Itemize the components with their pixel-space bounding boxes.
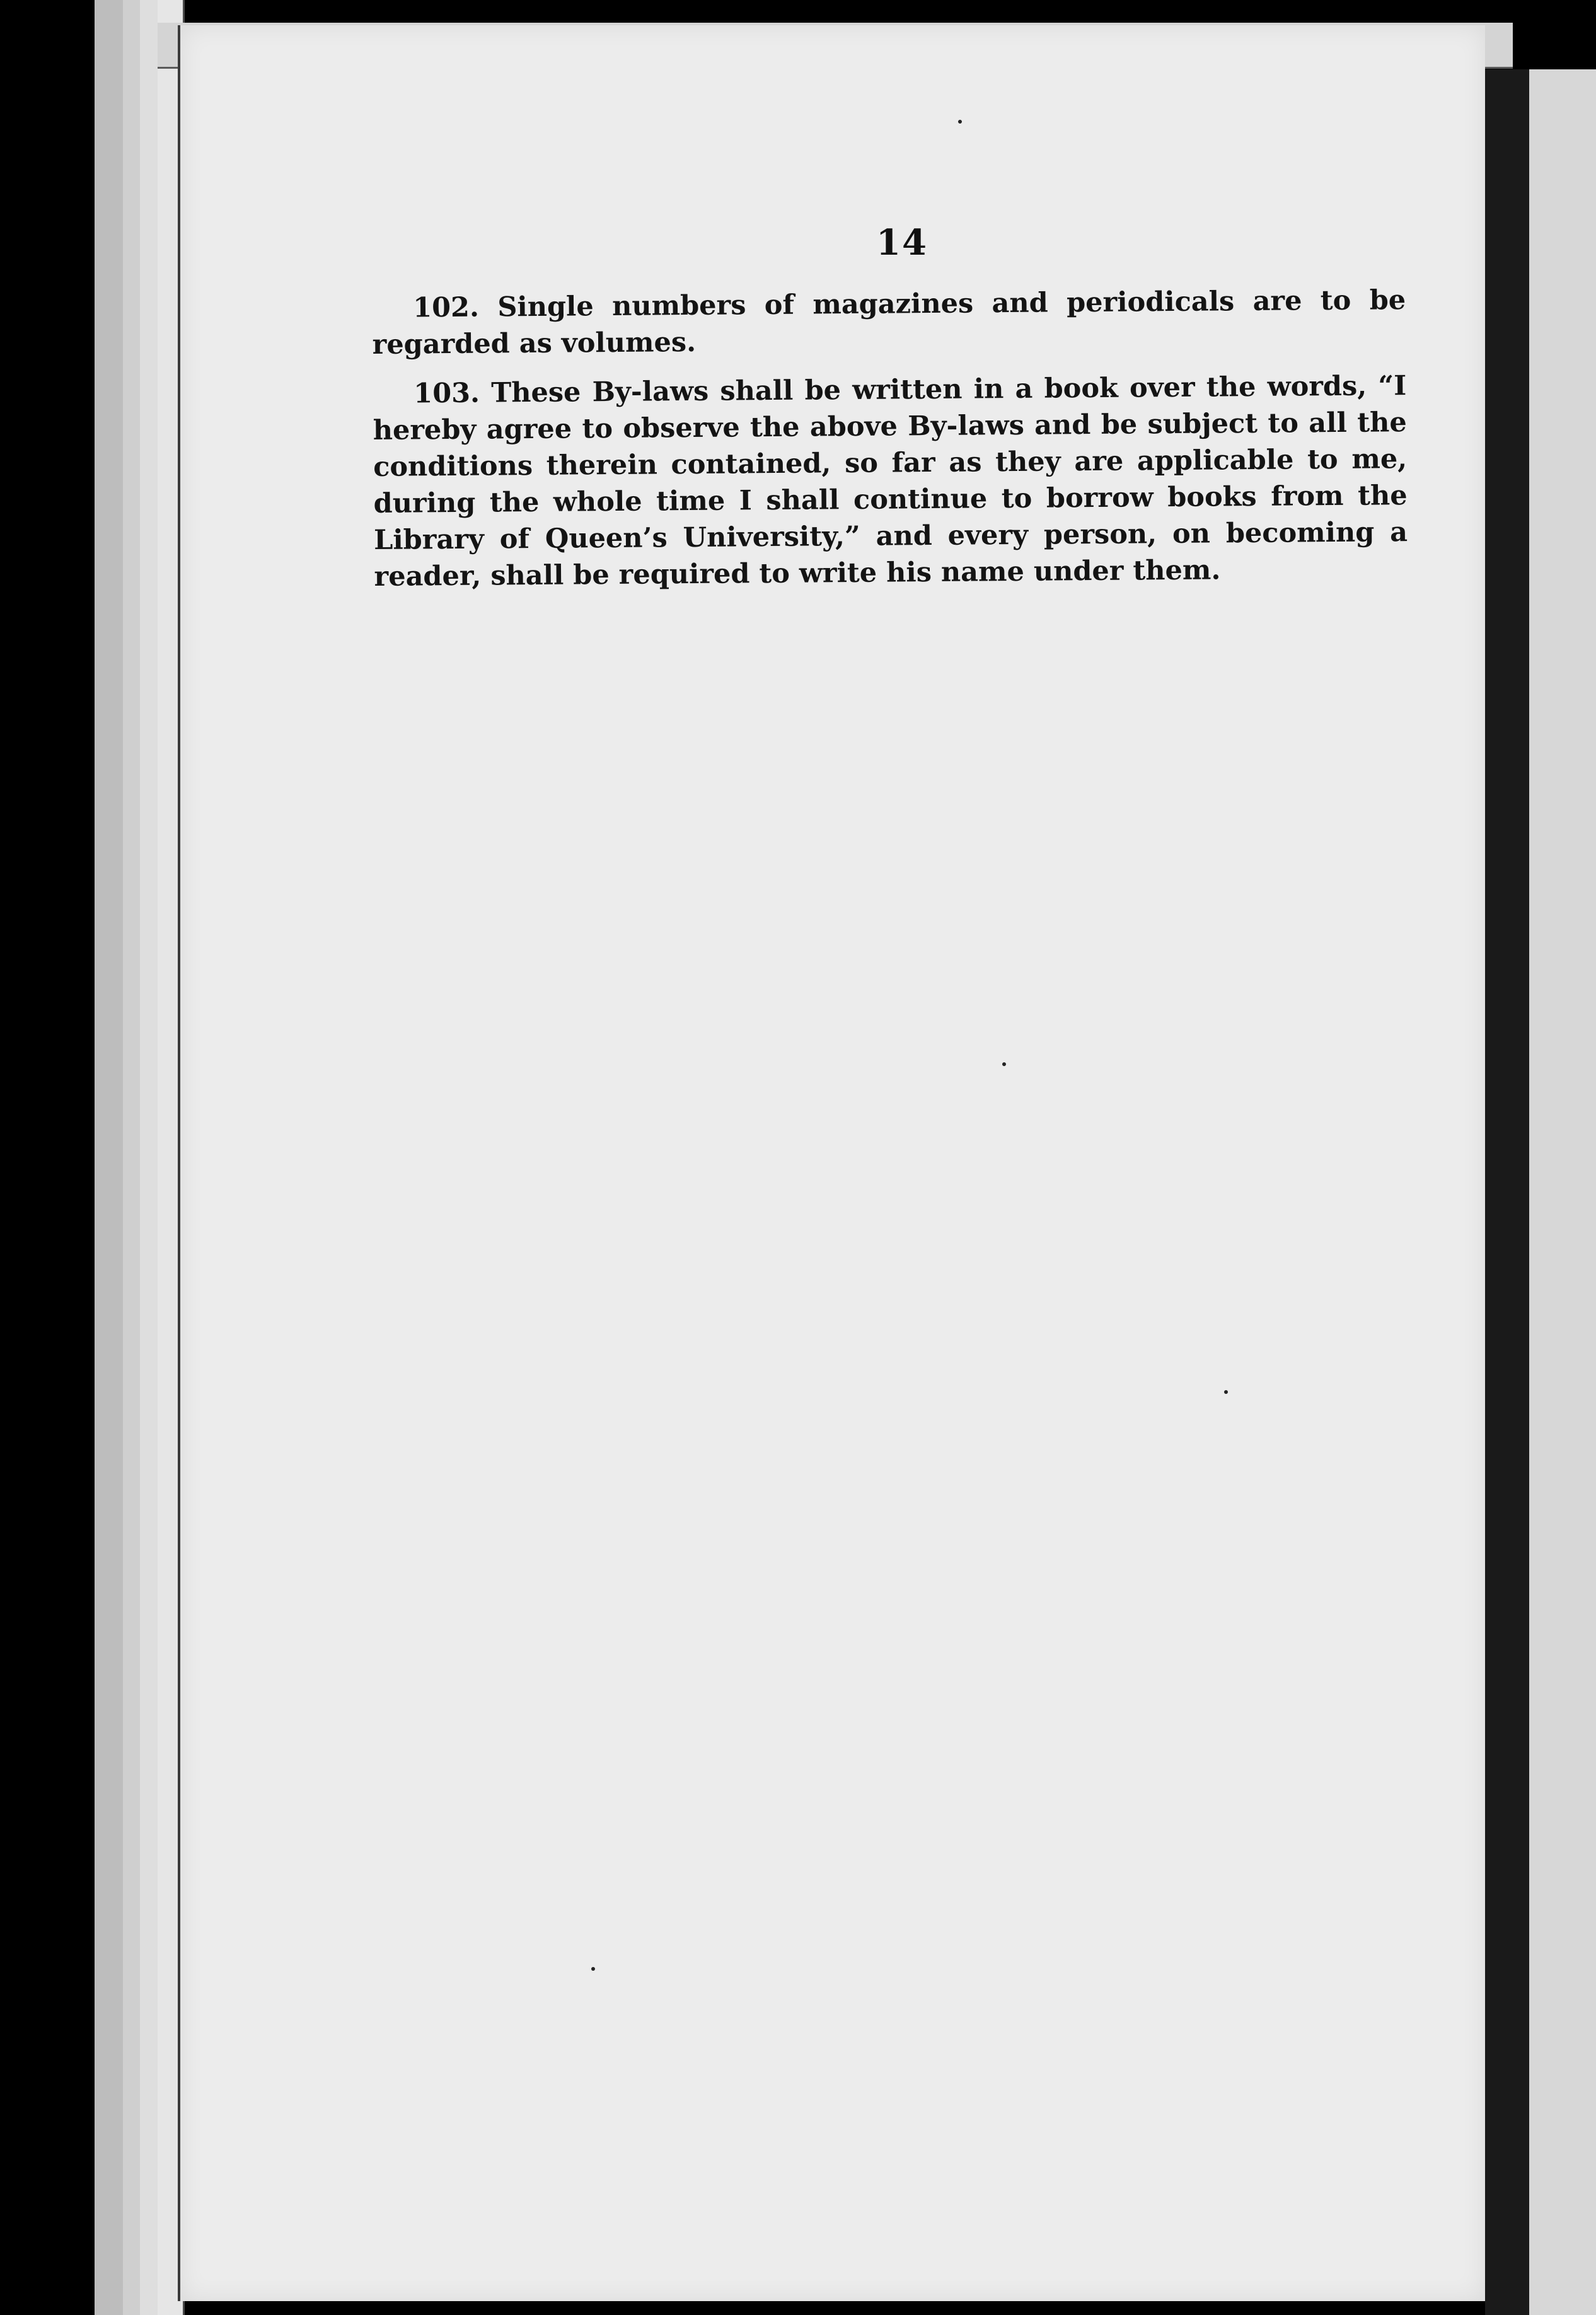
paragraph-text: These By-laws shall be written in a book over the words, “I hereby agree to observe the above By-laws and be subject to all the conditions therein contained, so far as they are applicable to me, during the whole time I shall continue to borrow books from the Library of Queen’s University,” and every person, on becoming a reader, shall be required to write his name under them. — [373, 370, 1408, 593]
paragraph-number: 103. — [413, 377, 480, 410]
adjacent-page-edge — [1529, 69, 1596, 2315]
paragraph-text: Single numbers of magazines and periodicals are to be regarded as volumes. — [372, 284, 1406, 361]
scan-speck — [958, 120, 962, 124]
page-body — [372, 282, 1408, 608]
scan-speck — [1002, 1062, 1006, 1066]
scan-speck — [591, 1967, 595, 1971]
paragraph-number: 102. — [413, 291, 480, 324]
book-spine — [1485, 69, 1529, 2315]
paragraph-103 — [373, 368, 1408, 595]
paragraph-102 — [372, 282, 1406, 363]
page-number: 14 — [876, 222, 928, 264]
scan-speck — [1224, 1390, 1228, 1394]
